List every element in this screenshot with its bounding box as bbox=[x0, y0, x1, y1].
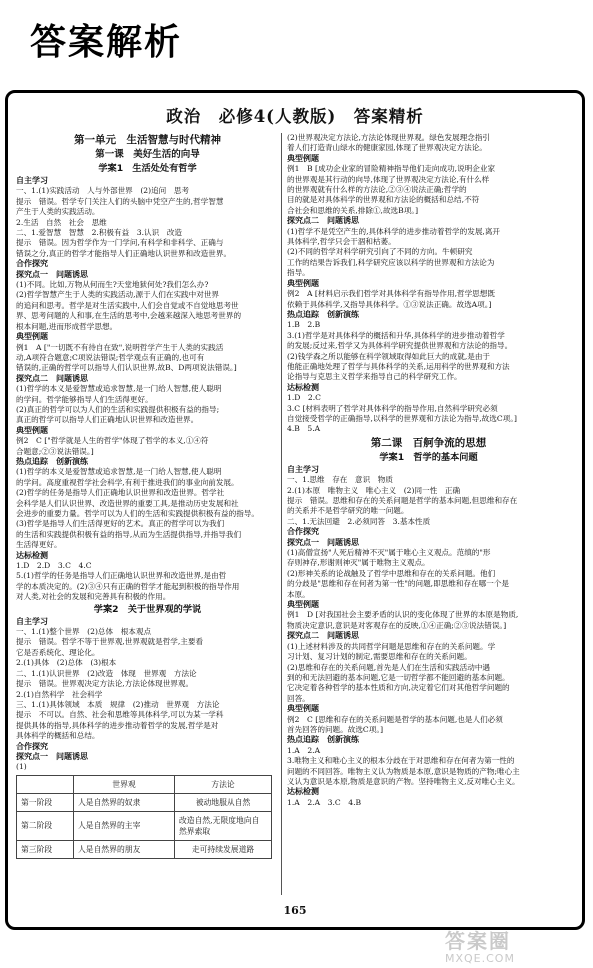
answer-line: 具体科学,哲学只会干涸和枯萎。 bbox=[287, 237, 396, 247]
answer-line: 的学问。哲学能够指导人们生活得更好。 bbox=[16, 394, 153, 404]
answer-line: 义认为意识是本原,物质是意识的产物。坚持唯物主义,反对唯心主义。 bbox=[287, 776, 520, 786]
answer-line: 例1 A ["一切既不有待自在致",说明哲学产生于人类的实践活 bbox=[16, 342, 224, 352]
answer-line: 学的本质决定的。(2)③④只有正确的哲学才能起到积极的指导作用 bbox=[16, 581, 240, 591]
section-heading: 达标检测 bbox=[16, 550, 48, 560]
table-cell: 第三阶段 bbox=[17, 840, 74, 858]
table-cell: 人是自然界的朋友 bbox=[74, 840, 175, 858]
table-header-cell bbox=[17, 775, 74, 793]
answer-line: 例1 D [对我国社会主要矛盾的认识的变化体现了世界的本原是物质, bbox=[287, 610, 519, 620]
answer-line: 提示 错误。世界观决定方法论,方法论体现世界观。 bbox=[16, 679, 194, 689]
answer-line: (2)真正的哲学可以为人们的生活和实践提供积极有益的指导; bbox=[16, 404, 220, 414]
answer-line: 4.B 5.A bbox=[287, 424, 321, 434]
answer-line: 提示 不可以。自然、社会和思维等具体科学,可以为某一学科 bbox=[16, 710, 224, 720]
answer-line: 它是否系统化、理论化。 bbox=[16, 647, 100, 657]
answer-line: 工作的结果告诉我们,科学研究应该以科学的世界观和方法论为 bbox=[287, 257, 495, 267]
answer-line: 提示 错误。哲学不等于世界观,世界观就是哲学,主要看 bbox=[16, 637, 204, 647]
section-heading: 合作探究 bbox=[16, 259, 48, 269]
section-heading: 自主学习 bbox=[287, 464, 319, 474]
section-heading: 热点追踪 创新演练 bbox=[16, 456, 88, 466]
answer-line: 一、1.(1)整个世界 (2)总体 根本观点 bbox=[16, 627, 152, 637]
answer-line: (1)哲学的本义是爱智慧或追求智慧,是一门给人智慧,使人聪明 bbox=[16, 384, 222, 394]
left-column bbox=[16, 133, 279, 903]
answer-line: 1.A 2.A bbox=[287, 745, 321, 755]
section-heading: 自主学习 bbox=[16, 616, 48, 626]
answer-line: 会科学是人们认识世界、改造世界的重要工具,是推动历史发展和社 bbox=[16, 498, 239, 508]
study-case-heading: 学案1 生活处处有哲学 bbox=[98, 163, 197, 174]
answer-line: (2)世界观决定方法论,方法论体现世界观。绿色发展理念指引 bbox=[287, 133, 491, 142]
answer-line: 具体科学的概括和总结。 bbox=[16, 731, 100, 741]
table-cell: 改造自然,无限度地向自然界索取 bbox=[175, 811, 272, 840]
answer-line: 提供具体的指导,具体科学的进步推动着哲学的发展,哲学是对 bbox=[16, 720, 219, 730]
answer-line: 目的就是对具体科学的世界观和方法论的概括和总结,不符 bbox=[287, 195, 480, 205]
answer-line: 的发展;反过来,哲学又为具体科学研究提供世界观和方法论的指导。 bbox=[287, 341, 513, 351]
section-heading: 热点追踪 创新演练 bbox=[287, 735, 359, 745]
answer-line: 动,A项符合题意;C项说法错误;哲学观点有正确的,也可有 bbox=[16, 352, 205, 362]
answer-line: 的学问。高度重视哲学社会科学,有利于推进我们的事业向前发展。 bbox=[16, 477, 239, 487]
section-heading: 典型例题 bbox=[287, 600, 319, 610]
answer-line: 二、1.无法回避 2.必须同答 3.基本性质 bbox=[287, 516, 431, 526]
answer-line: (3)哲学是指导人们生活得更好的艺术。真正的哲学可以为我们 bbox=[16, 519, 225, 529]
answer-line: 自觉接受哲学的正确指导,以科学的世界观和方法论为指导,故选C项。] bbox=[287, 413, 518, 423]
right-column bbox=[287, 133, 570, 903]
answer-line: (2)思维和存在的关系问题,首先是人们在生活和实践活动中遇 bbox=[287, 662, 491, 672]
section-heading: 合作探究 bbox=[287, 527, 319, 537]
answer-line: 2.生活 自然 社会 思维 bbox=[16, 217, 107, 227]
answer-line: 它决定着各种哲学的基本性质和方向,决定着它们对其他哲学问题的 bbox=[287, 683, 510, 693]
answer-line: 对人类,对社会的发展和完善具有积极的作用。 bbox=[16, 592, 171, 602]
section-heading: 自主学习 bbox=[16, 176, 48, 185]
answer-line: 合题意;②③说法错误。] bbox=[16, 446, 94, 456]
answer-line: 提示 错误。思维和存在的关系问题是哲学的基本问题,但思维和存在 bbox=[287, 496, 518, 505]
answer-line: 物质决定意识,意识是对客观存在的反映,①④正确;②③说法错误。] bbox=[287, 620, 507, 630]
section-heading: 探究点一 问题诱思 bbox=[16, 269, 88, 279]
answer-line: (2)钱学森之所以能够在科学领域取得如此巨大的成就,是由于 bbox=[287, 351, 491, 361]
section-heading: 探究点二 问题诱思 bbox=[16, 373, 88, 383]
answer-line: (2)哲学智慧产生于人类的实践活动,源于人们在实践中对世界 bbox=[16, 290, 220, 300]
answer-line: (2)不同的哲学对科学研究引向了不同的方向。牛顿研究 bbox=[287, 247, 473, 257]
section-heading: 探究点一 问题诱思 bbox=[287, 537, 359, 547]
answer-line: 回答。 bbox=[287, 693, 310, 703]
study-case-heading: 学案2 关于世界观的学说 bbox=[93, 603, 202, 615]
watermark-bottom-text: MXQE.COM bbox=[445, 952, 515, 965]
answer-line: 的生活和实践提供积极有益的指导,从而为生活提供指导,并指导我们 bbox=[16, 529, 242, 539]
answer-line: 二、1.爱智慧 智慧 2.积极有益 3.认识 改造 bbox=[16, 228, 183, 238]
answer-line: 例2 A [材料启示我们哲学对具体科学有指导作用,哲学思想既 bbox=[287, 289, 495, 299]
answer-line: 例2 C [思维和存在的关系问题是哲学的基本问题,也是人们必须 bbox=[287, 714, 503, 724]
answer-line: 合社会和思维的关系,排除①,故选B项。] bbox=[287, 205, 419, 215]
unit-heading: 第一单元 生活智慧与时代精神 bbox=[74, 134, 221, 146]
answer-line: 错误的,正确的哲学可以指导人们认识世界,故B、D两项说法错误。] bbox=[16, 363, 237, 373]
answer-line: 2.(1)具体 (2)总体 (3)根本 bbox=[16, 658, 117, 668]
answer-line: (1) bbox=[16, 762, 27, 772]
answer-line: 问题的不同回答。唯物主义认为物质是本原,意识是物质的产物;唯心主 bbox=[287, 766, 520, 776]
answer-line: 的关系并不是哲学研究的唯一问题。 bbox=[287, 506, 409, 516]
answer-line: 根本问题,进而形成哲学思想。 bbox=[16, 321, 118, 331]
table-cell: 走可持续发展道路 bbox=[175, 840, 272, 858]
answer-line: 着人们打造青山绿水的健康家园,体现了世界观决定方法论。 bbox=[287, 143, 487, 153]
lesson-heading: 第一课 美好生活的向导 bbox=[95, 149, 200, 160]
answer-line: (1)不同。比如,万物从何而生?天堂地狱何处?我们怎么办? bbox=[16, 280, 209, 290]
answer-line: 指导。 bbox=[287, 268, 310, 278]
table-row bbox=[17, 811, 272, 840]
section-heading: 达标检测 bbox=[287, 787, 319, 797]
answer-line: 依赖于具体科学,又指导具体科学。①③说法正确。故选A项。] bbox=[287, 299, 492, 309]
section-heading: 典型例题 bbox=[16, 332, 48, 342]
page-header-title: 答案解析 bbox=[30, 22, 183, 63]
answer-line: 2.(1)自然科学 社会科学 bbox=[16, 689, 103, 699]
section-heading: 典型例题 bbox=[287, 704, 319, 714]
table-cell: 人是自然界的奴隶 bbox=[74, 793, 175, 811]
answer-line: (1)高僧宣扬"人死后精神不灭"属于唯心主义观点。范缜的"形 bbox=[287, 548, 491, 558]
table-row bbox=[17, 840, 272, 858]
study-case-heading: 学案1 哲学的基本问题 bbox=[379, 451, 478, 463]
answer-line: 界、思考问题的人和事,在生活的思考中,会越来越深入地思考世界的 bbox=[16, 311, 242, 321]
watermark-top-text: 答案圈 bbox=[445, 929, 511, 953]
section-heading: 典型例题 bbox=[287, 278, 319, 288]
answer-line: 生活得更好。 bbox=[16, 540, 62, 550]
answer-line: 二、1.(1)认识世界 (2)改造 体现 世界观 方法论 bbox=[16, 668, 197, 678]
page-number: 165 bbox=[283, 904, 307, 917]
watermark-logo bbox=[445, 925, 585, 965]
answer-line: 1.D 2.C bbox=[287, 393, 321, 403]
table-cell: 被动地服从自然 bbox=[175, 793, 272, 811]
answer-line: 的世界观是其行动的向导,体现了世界观决定方法论,有什么样 bbox=[287, 174, 490, 184]
section-heading: 达标检测 bbox=[287, 382, 319, 392]
answer-line: (2)形神关系的论战触及了哲学中思维和存在的关系问题。他们 bbox=[287, 568, 496, 578]
answer-line: 一、1.思维 存在 意识 物质 bbox=[287, 475, 393, 485]
answer-line: 3.唯物主义和唯心主义的根本分歧在于对思维和存在何者为第一性的 bbox=[287, 756, 515, 766]
answer-sheet-frame bbox=[5, 90, 585, 930]
answer-line: 本原。 bbox=[287, 589, 310, 599]
answer-line: 三、1.(1)具体领域 本质 规律 (2)推动 世界观 方法论 bbox=[16, 699, 220, 709]
answer-line: (1)哲学的本义是爱智慧或追求智慧,是一门给人智慧,使人聪明 bbox=[16, 467, 222, 477]
answer-line: 1.A 2.A 3.C 4.B bbox=[287, 797, 362, 807]
answer-line: 的分歧是"思维和存在何者为第一性"的问题,即思维和存在哪一个是 bbox=[287, 579, 510, 589]
section-heading: 典型例题 bbox=[16, 425, 48, 435]
answer-line: 首先回答的问题。故选C项。] bbox=[287, 724, 384, 734]
answer-line: (1)上述材料涉及的共同哲学问题是思维和存在的关系问题。学 bbox=[287, 641, 496, 651]
answer-line: 1.B 2.B bbox=[287, 320, 321, 330]
answer-line: 3.C [材料表明了哲学对具体科学的指导作用,自然科学研究必须 bbox=[287, 403, 498, 413]
section-heading: 探究点二 问题诱思 bbox=[287, 216, 359, 226]
answer-line: 的世界观就有什么样的方法论,②③④说法正确;哲学的 bbox=[287, 185, 467, 195]
section-heading: 合作探究 bbox=[16, 741, 48, 751]
answer-line: 会进步的重要力量。哲学可以为人们的生活和实践提供积极有益的指导。 bbox=[16, 509, 259, 518]
section-heading: 探究点二 问题诱思 bbox=[287, 631, 359, 641]
answer-line: 存则神存,形谢则神灭"属于唯物主义观点。 bbox=[287, 558, 430, 568]
table-row bbox=[17, 793, 272, 811]
table-cell: 第二阶段 bbox=[17, 811, 74, 840]
answer-line: 1.D 2.D 3.C 4.C bbox=[16, 561, 92, 571]
answer-line: 3.(1)哲学是对具体科学的概括和升华,具体科学的进步推动着哲学 bbox=[287, 330, 505, 340]
table-header-cell: 世界观 bbox=[74, 775, 175, 793]
answer-line: 例2 C ["哲学就是人生的哲学"体现了哲学的本义,①④符 bbox=[16, 436, 209, 446]
answer-line: 的追问和思考。哲学是对生活实践中,人们会自觉或不自觉地思考世 bbox=[16, 300, 239, 310]
section-heading: 典型例题 bbox=[287, 153, 319, 163]
table-cell: 第一阶段 bbox=[17, 793, 74, 811]
lesson-heading: 第二课 百舸争流的思想 bbox=[370, 436, 487, 449]
section-heading: 探究点一 问题诱思 bbox=[16, 751, 88, 761]
answer-line: 真正的哲学可以指导人们正确地认识世界和改造世界。 bbox=[16, 415, 199, 425]
answer-line: 提示 错误。因为哲学作为一门学问,有科学和非科学、正确与 bbox=[16, 238, 224, 248]
answer-line: 论指导与克思主义哲学来指导自己的科学研究工作。 bbox=[287, 372, 462, 382]
answer-line: 提示 错误。哲学专门关注人们的头脑中凭空产生的,哲学智慧 bbox=[16, 196, 224, 206]
table-cell: 人是自然界的主宰 bbox=[74, 811, 175, 840]
table-header-cell: 方法论 bbox=[175, 775, 272, 793]
answer-line: 一、1.(1)实践活动 人与外部世界 (2)追问 思考 bbox=[16, 186, 190, 196]
answer-line: 5.(1)哲学的任务是指导人们正确地认识世界和改造世界,是由哲 bbox=[16, 571, 227, 581]
answer-line: 到的和无法回避的基本问题,它是一切哲学都不能回避的基本问题。 bbox=[287, 672, 510, 682]
answer-line: (1)哲学不是凭空产生的,具体科学的进步推动着哲学的发展,离开 bbox=[287, 226, 501, 236]
answer-line: 2.(1)本原 唯物主义 唯心主义 (2)同一性 正确 bbox=[287, 485, 461, 495]
answer-line: 他能正确地处理了哲学与具体科学的关系,运用科学的世界观和方法 bbox=[287, 361, 510, 371]
document-title: 政治 必修4(人教版) 答案精析 bbox=[166, 107, 424, 126]
answer-line: 错误之分,真正的哲学才能指导人们正确地认识世界和改造世界。 bbox=[16, 248, 232, 258]
section-heading: 热点追踪 创新演练 bbox=[287, 309, 359, 319]
column-divider bbox=[281, 133, 282, 895]
answer-line: 例1 B [成功企业家的冒险精神指导他们走向成功,说明企业家 bbox=[287, 164, 496, 174]
answer-line: (2)哲学的任务是指导人们正确地认识世界和改造世界。哲学社 bbox=[16, 488, 225, 498]
worldview-table bbox=[16, 775, 272, 859]
answer-line: 产生于人类的实践活动。 bbox=[16, 207, 100, 217]
answer-line: 习计划、复习计划的制定,需要思维和存在的关系问题。 bbox=[287, 652, 472, 662]
